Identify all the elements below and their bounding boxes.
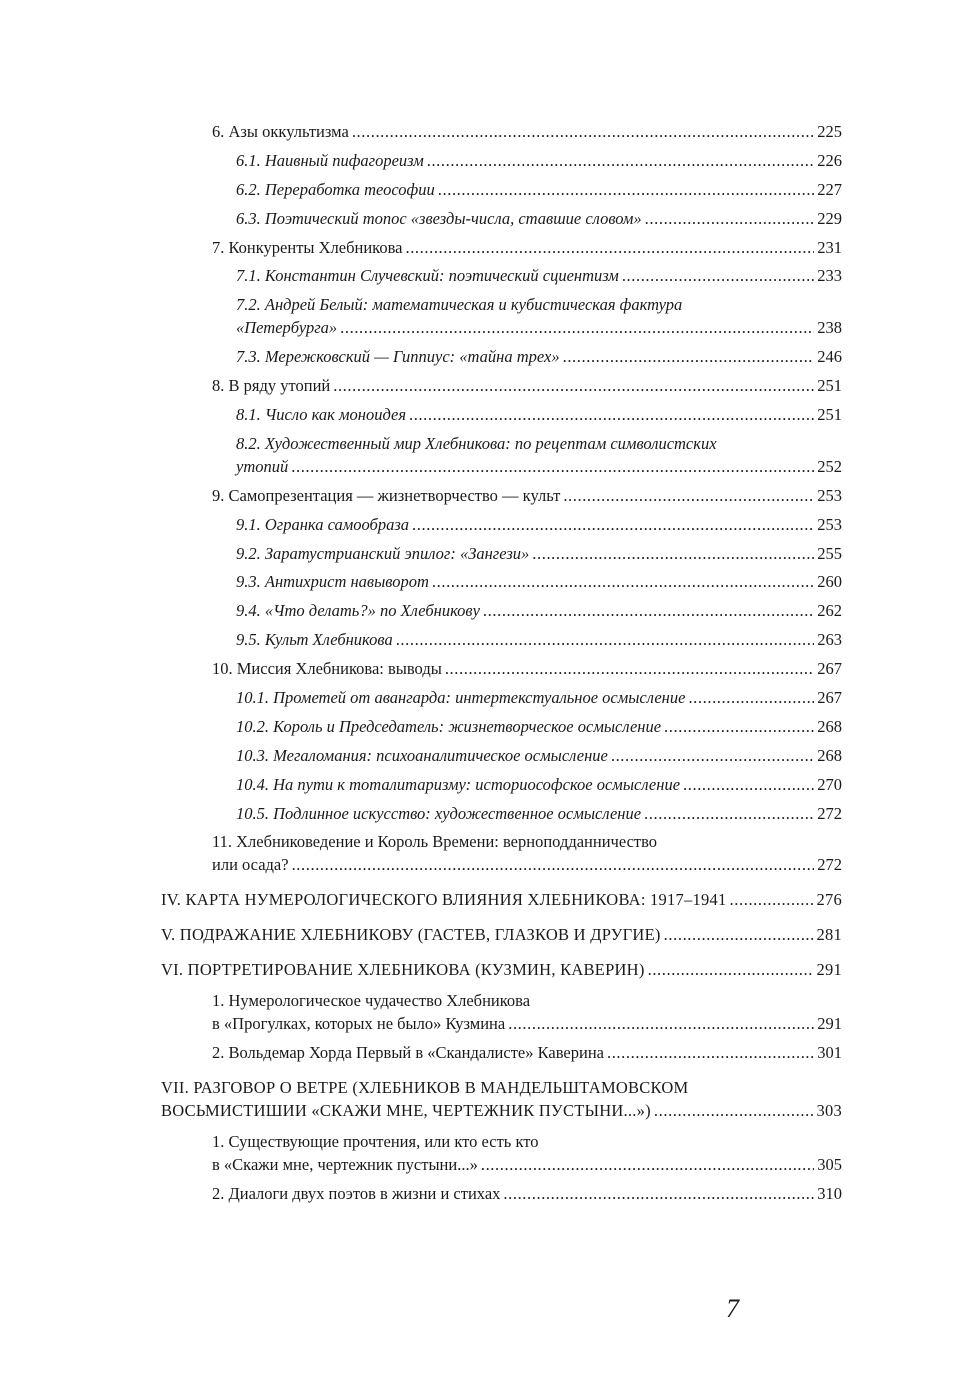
toc-entry-title-line: 1. Нумерологическое чудачество Хлебникова [212,991,531,1011]
toc-page-number: 238 [817,318,842,338]
toc-page-number: 262 [817,601,842,621]
toc-entry-title-line: 2. Диалоги двух поэтов в жизни и стихах [212,1184,501,1204]
toc-page-number: 291 [817,1014,842,1034]
toc-page-number: 263 [817,630,842,650]
toc-entry-title-line: 7.2. Андрей Белый: математическая и кубистическая фактура [236,295,683,315]
toc-entry-title-line: 10.4. На пути к тоталитаризму: историософское осмысление [236,774,681,794]
toc-entry-title-line: 8. В ряду утопий [212,376,331,396]
toc-page-number: 255 [817,543,842,563]
toc-subchapter-entry[interactable] [161,178,842,201]
toc-page-number: 270 [817,774,842,794]
dot-leader [412,513,814,536]
toc-subchapter-entry[interactable] [161,432,842,478]
toc-page-number: 229 [817,208,842,228]
toc-subchapter-entry[interactable] [161,628,842,651]
toc-page-number: 305 [817,1155,842,1175]
toc-subchapter-entry[interactable] [161,513,842,536]
dot-leader [648,958,814,981]
toc-page-number: 276 [816,890,842,910]
dot-leader [563,484,814,507]
toc-page-number: 301 [817,1043,842,1063]
toc-page-number: 310 [817,1184,842,1204]
toc-entry-title-line: IV. КАРТА НУМЕРОЛОГИЧЕСКОГО ВЛИЯНИЯ ХЛЕБНИКОВА: 1917–1941 [161,890,727,910]
dot-leader [396,628,815,651]
toc-page-number: 251 [817,405,842,425]
toc-entry-title-line: 8.1. Число как моноидея [236,405,406,425]
dot-leader [654,1099,814,1122]
toc-entry-title-line: 8.2. Художественный мир Хлебникова: по рецептам символистских [236,433,717,453]
toc-page-number: 291 [816,960,842,980]
toc-entry-title-line: 9.3. Антихрист навыворот [236,572,429,592]
toc-entry-title-line: 7.1. Константин Случевский: поэтический сциентизм [236,266,619,286]
dot-leader [644,802,814,825]
toc-entry-title-line: 10.1. Прометей от авангарда: интертекстуальное осмысление [236,688,686,708]
toc-entry-title-line: 9.5. Культ Хлебникова [236,630,393,650]
toc-page-number: 268 [817,716,842,736]
toc-entry-title-line: 10. Миссия Хлебникова: выводы [212,659,442,679]
dot-leader [645,207,815,230]
toc-subchapter-entry[interactable] [161,345,842,368]
dot-leader [508,1012,814,1035]
toc-subchapter-entry[interactable] [161,264,842,287]
toc-page-number: 233 [817,266,842,286]
toc-page-number: 272 [817,803,842,823]
toc-entry-title-line: 10.3. Мегаломания: психоаналитическое осмысление [236,745,608,765]
toc-entry-title-line: 9. Самопрезентация — жизнетворчество — культ [212,485,561,505]
toc-page-number: 267 [817,659,842,679]
toc-entry-title-line: VII. РАЗГОВОР О ВЕТРЕ (ХЛЕБНИКОВ В МАНДЕЛЬШТАМОВСКОМ [161,1078,689,1098]
dot-leader [483,599,814,622]
toc-entry-title-line: в «Скажи мне, чертежник пустыни...» [212,1155,478,1175]
toc-entry-title-line: 10.5. Подлинное искусство: художественное осмысление [236,803,642,823]
toc-subchapter-entry[interactable] [161,403,842,426]
toc-page-number: 246 [817,347,842,367]
table-of-contents [161,120,842,1205]
dot-leader [409,403,814,426]
toc-section-heading[interactable] [161,923,842,946]
page-number: 7 [726,1294,739,1323]
toc-page-number: 231 [817,237,842,257]
dot-leader [563,345,815,368]
toc-page-number: 252 [817,456,842,476]
toc-page-number: 303 [816,1101,842,1121]
toc-section-heading[interactable] [161,1076,842,1122]
toc-page-number: 253 [817,514,842,534]
toc-subchapter-entry[interactable] [161,773,842,796]
toc-subchapter-entry[interactable] [161,744,842,767]
toc-subchapter-entry[interactable] [161,149,842,172]
toc-page-number: 267 [817,688,842,708]
toc-entry-title-line: 9.2. Заратустрианский эпилог: «Зангези» [236,543,530,563]
dot-leader [405,236,814,259]
toc-entry-title-line: 9.1. Огранка самообраза [236,514,410,534]
toc-entry-title-line: или осада? [212,855,289,875]
dot-leader [611,744,814,767]
toc-entry-title-line: «Петербурга» [236,318,338,338]
dot-leader [427,149,815,172]
toc-subchapter-entry[interactable] [161,207,842,230]
dot-leader [683,773,814,796]
toc-page-number: 226 [817,150,842,170]
dot-leader [292,853,815,876]
dot-leader [432,570,814,593]
dot-leader [333,374,814,397]
toc-chapter-entry[interactable] [161,120,842,143]
toc-entry-title-line: 7.3. Мережковский — Гиппиус: «тайна трех» [236,347,560,367]
dot-leader [532,542,814,565]
dot-leader [688,686,814,709]
toc-page-number: 225 [817,122,842,141]
toc-chapter-entry[interactable] [161,989,842,1035]
toc-subchapter-entry[interactable] [161,542,842,565]
toc-subchapter-entry[interactable] [161,802,842,825]
toc-entry-title-line: 11. Хлебниковедение и Король Времени: верноподданничество [212,832,658,852]
dot-leader [622,264,814,287]
toc-page-number: 251 [817,376,842,396]
dot-leader [607,1041,814,1064]
toc-chapter-entry[interactable] [161,374,842,397]
toc-page-number: 281 [816,925,842,945]
dot-leader [340,316,814,339]
toc-entry-title-line: 1. Существующие прочтения, или кто есть кто [212,1132,539,1152]
dot-leader [291,455,814,478]
toc-entry-title-line: 6.1. Наивный пифагореизм [236,150,424,170]
toc-entry-title-line: ВОСЬМИСТИШИИ «СКАЖИ МНЕ, ЧЕРТЕЖНИК ПУСТЫНИ...») [161,1101,651,1121]
toc-entry-title-line: 6. Азы оккультизма [212,122,349,141]
toc-entry-title-line: 2. Вольдемар Хорда Первый в «Скандалисте» Каверина [212,1043,604,1063]
toc-chapter-entry[interactable] [161,1041,842,1064]
toc-page-number: 227 [817,179,842,199]
toc-chapter-entry[interactable] [161,236,842,259]
toc-subchapter-entry[interactable] [161,715,842,738]
toc-section-heading[interactable] [161,888,842,911]
dot-leader [445,657,814,680]
toc-chapter-entry[interactable] [161,830,842,876]
toc-page-number: 253 [817,485,842,505]
toc-entry-title-line: VI. ПОРТРЕТИРОВАНИЕ ХЛЕБНИКОВА (КУЗМИН, КАВЕРИН) [161,960,645,980]
dot-leader [438,178,814,201]
toc-entry-title-line: V. ПОДРАЖАНИЕ ХЛЕБНИКОВУ (ГАСТЕВ, ГЛАЗКОВ И ДРУГИЕ) [161,925,661,945]
toc-entry-title-line: утопий [236,456,289,476]
toc-entry-title-line: 6.3. Поэтический топос «звезды-числа, ставшие словом» [236,208,642,228]
dot-leader [730,888,814,911]
toc-entry-title-line: 9.4. «Что делать?» по Хлебникову [236,601,480,621]
toc-subchapter-entry[interactable] [161,570,842,593]
toc-subchapter-entry[interactable] [161,293,842,339]
toc-chapter-entry[interactable] [161,657,842,680]
dot-leader [481,1153,814,1176]
toc-page-number: 268 [817,745,842,765]
toc-chapter-entry[interactable] [161,1182,842,1205]
toc-entry-title-line: 6.2. Переработка теософии [236,179,435,199]
toc-subchapter-entry[interactable] [161,599,842,622]
toc-subchapter-entry[interactable] [161,686,842,709]
dot-leader [664,715,814,738]
toc-entry-title-line: 10.2. Король и Председатель: жизнетворческое осмысление [236,716,662,736]
dot-leader [503,1182,814,1205]
toc-page-number: 260 [817,572,842,592]
toc-entry-title-line: 7. Конкуренты Хлебникова [212,237,403,257]
dot-leader [664,923,814,946]
toc-page-number: 272 [817,855,842,875]
toc-entry-title-line: в «Прогулках, которых не было» Кузмина [212,1014,506,1034]
toc-chapter-entry[interactable] [161,484,842,507]
toc-section-heading[interactable] [161,958,842,981]
toc-chapter-entry[interactable] [161,1130,842,1176]
dot-leader [352,120,814,143]
